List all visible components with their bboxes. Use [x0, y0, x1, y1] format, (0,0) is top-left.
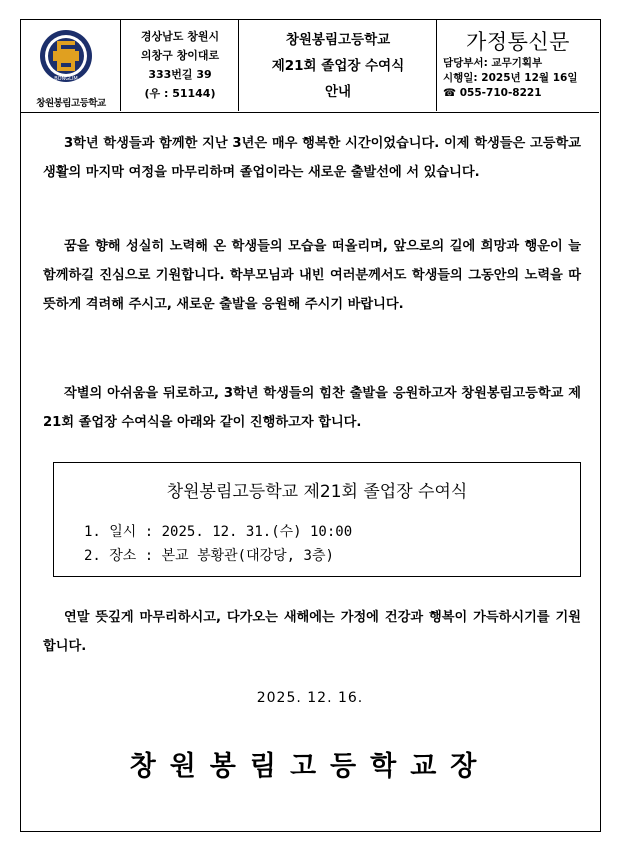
newsletter-title: 가정통신문 [466, 30, 570, 54]
issue-date: 시행일: 2025년 12월 16일 [443, 72, 578, 84]
paragraph-text: 꿈을 향해 성실히 노력해 온 학생들의 모습을 떠올리며, 앞으로의 길에 희망과 행운이 늘 함께하길 진심으로 기원합니다. 학부모님과 내빈 여러분께서도 학생들의 그동안의 노력을 따뜻하게 격려해 주시고, 새로운 출발을 응원해 주시기 바랍니다. [43, 239, 581, 312]
event-datetime: 1. 일시 : 2025. 12. 31.(수) 10:00 [84, 524, 353, 540]
address-line: 경상남도 창원시 [140, 30, 220, 43]
header-table [21, 20, 599, 113]
address-line: 333번길 39 [148, 68, 212, 81]
school-emblem-icon [39, 29, 93, 83]
announcement-cell [239, 20, 437, 111]
issue-date-footer: 2025. 12. 16. [256, 690, 364, 706]
phone-icon: ☎ [443, 87, 457, 99]
event-details-box [53, 462, 581, 577]
address-cell [121, 20, 239, 111]
event-location: 2. 장소 : 본교 봉황관(대강당, 3층) [84, 548, 334, 564]
department: 담당부서: 교무기획부 [443, 57, 543, 69]
newsletter-frame [20, 19, 601, 832]
body-paragraph [43, 603, 581, 661]
phone-row [443, 86, 577, 101]
address-line: 의창구 창이대로 [140, 49, 220, 62]
event-title: 창원봉림고등학교 제21회 졸업장 수여식 [166, 482, 468, 502]
principal-signature: 창원봉림고등학교장 [129, 751, 491, 782]
announcement-line: 안내 [324, 84, 352, 100]
logo-text: BONGLIM [54, 76, 78, 82]
body-paragraph [43, 379, 581, 437]
paragraph-text: 연말 뜻깊게 마무리하시고, 다가오는 새해에는 가정에 건강과 행복이 가득하시기를 기원합니다. [43, 610, 581, 654]
phone-number: 055-710-8221 [459, 87, 542, 99]
address-postcode: (우 : 51144) [144, 87, 216, 100]
logo-cell [21, 20, 121, 111]
paragraph-text: 3학년 학생들과 함께한 지난 3년은 매우 행복한 시간이었습니다. 이제 학생들은 고등학교 생활의 마지막 여정을 마무리하며 졸업이라는 새로운 출발선에 서 있습니다. [43, 136, 581, 180]
announcement-line: 창원봉림고등학교 [285, 32, 391, 48]
school-name-small: 창원봉림고등학교 [36, 98, 106, 109]
announcement-line: 제21회 졸업장 수여식 [271, 58, 405, 74]
body-paragraph [43, 232, 581, 319]
newsletter-info-cell [437, 20, 599, 111]
paragraph-text: 작별의 아쉬움을 뒤로하고, 3학년 학생들의 힘찬 출발을 응원하고자 창원봉림고등학교 제 21회 졸업장 수여식을 아래와 같이 진행하고자 합니다. [43, 386, 581, 430]
body-paragraph [43, 129, 581, 187]
